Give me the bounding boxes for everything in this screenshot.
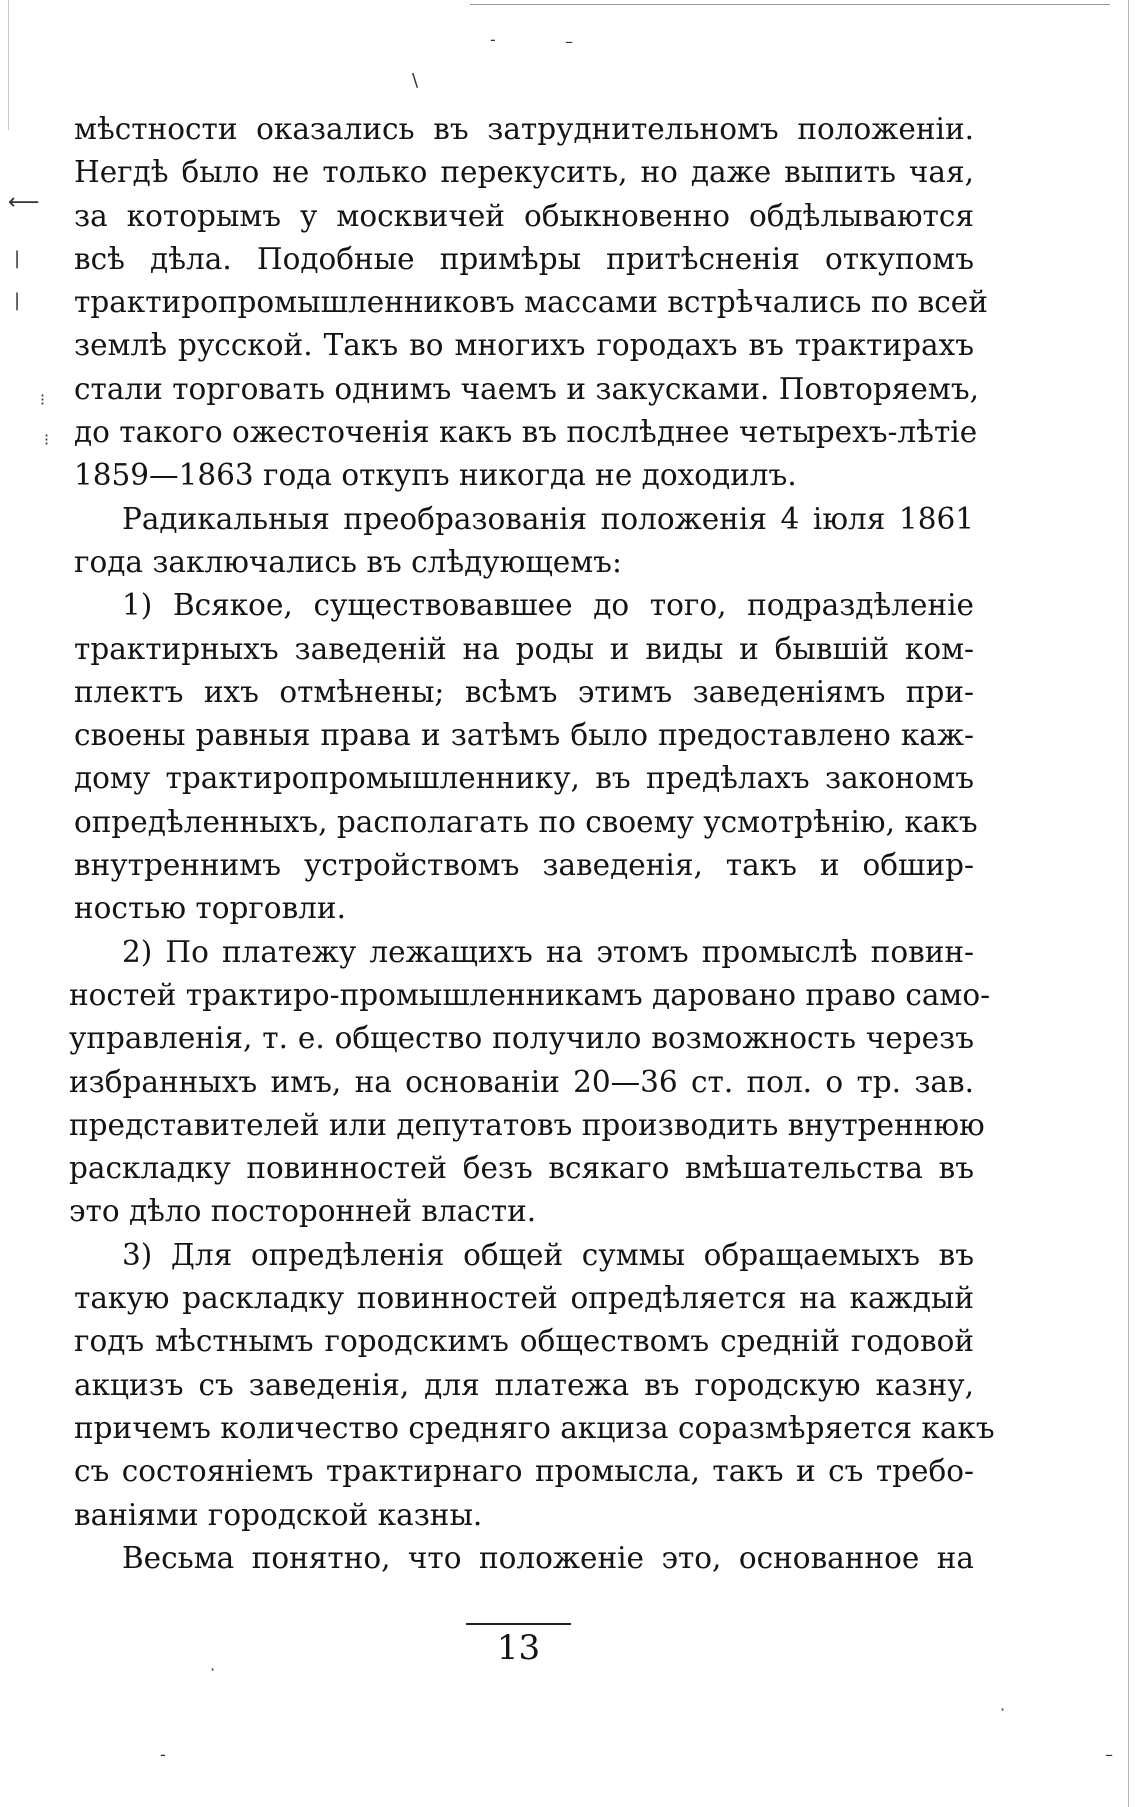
top-speck-mark: -: [490, 30, 496, 49]
margin-dot-mark: ⁝: [44, 430, 50, 449]
right-edge-rule: [1128, 0, 1129, 1807]
left-edge-rule: [8, 0, 9, 130]
text-line: Радикальныя преобразованiя положенiя 4 iюля 1861: [122, 501, 974, 536]
text-line: Негдѣ было не только перекусить, но даже выпить чая,: [74, 155, 974, 190]
text-line: такую раскладку повинностей опредѣляется на каждый: [74, 1281, 974, 1316]
text-line: 1859—1863 года откупъ никогда не доходилъ.: [74, 458, 797, 493]
text-line: ванiями городской казны.: [74, 1497, 483, 1532]
text-line: за которымъ у москвичей обыкновенно обдѣлываются: [74, 198, 974, 233]
body-text: [69, 108, 995, 1580]
text-line: землѣ русской. Такъ во многихъ городахъ въ трактирахъ: [74, 328, 974, 363]
top-speck-mark: \: [412, 70, 419, 91]
text-line: плектъ ихъ отмѣнены; всѣмъ этимъ заведенiямъ при-: [74, 674, 974, 709]
bottom-speck-mark: –: [1105, 1745, 1113, 1764]
text-line: всѣ дѣла. Подобные примѣры притѣсненiя откупомъ: [74, 241, 974, 276]
text-line: года заключались въ слѣдующемъ:: [74, 544, 622, 579]
text-line: своены равныя права и затѣмъ было предоставлено каж-: [74, 718, 974, 753]
text-line: раскладку повинностей безъ всякаго вмѣшательства въ: [69, 1151, 974, 1186]
page-number: 13: [496, 1628, 541, 1668]
bottom-speck-mark: ·: [210, 1660, 216, 1679]
text-line: акцизъ съ заведенiя, для платежа въ городскую казну,: [74, 1367, 974, 1402]
text-line: годъ мѣстнымъ городскимъ обществомъ среднiй годовой: [74, 1324, 974, 1359]
text-line: это дѣло посторонней власти.: [69, 1194, 537, 1229]
text-line: управленiя, т. е. общество получило возможность черезъ: [69, 1021, 974, 1056]
text-line: опредѣленныхъ, располагать по своему усмотрѣнiю, какъ: [74, 804, 978, 839]
text-line: ностей трактиро-промышленникамъ даровано право само-: [69, 977, 991, 1012]
margin-tick-mark: |: [14, 248, 21, 269]
text-line: трактиропромышленниковъ массами встрѣчались по всей: [74, 285, 988, 320]
text-line: внутреннимъ устройствомъ заведенiя, такъ и обшир-: [74, 848, 974, 883]
margin-tick-mark: |: [14, 290, 21, 311]
text-line: причемъ количество средняго акциза соразмѣряется какъ: [74, 1410, 995, 1445]
text-line: 3) Для опредѣленiя общей суммы обращаемыхъ въ: [122, 1237, 974, 1272]
margin-dot-mark: ⁝: [40, 390, 46, 409]
text-line: мѣстности оказались въ затруднительномъ положенiи.: [74, 112, 974, 146]
text-line: Весьма понятно, что положенiе это, основанное на: [122, 1540, 974, 1575]
text-line: 2) По платежу лежащихъ на этомъ промыслѣ повин-: [122, 934, 974, 969]
text-line: избранныхъ имъ, на основанiи 20—36 ст. пол. о тр. зав.: [69, 1064, 974, 1099]
text-line: представителей или депутатовъ производить внутреннюю: [69, 1107, 985, 1142]
bottom-speck-mark: -: [160, 1745, 166, 1764]
text-line: дому трактиропромышленнику, въ предѣлахъ закономъ: [74, 761, 974, 796]
page-number-rule: [466, 1623, 571, 1625]
top-edge-rule: [470, 4, 1110, 5]
text-line: ностью торговли.: [74, 891, 346, 926]
text-line: трактирныхъ заведенiй на роды и виды и бывшiй ком-: [74, 631, 974, 666]
bottom-speck-mark: ·: [1000, 1700, 1006, 1719]
text-line: стали торговать однимъ чаемъ и закусками. Повторяемъ,: [74, 371, 979, 406]
top-speck-mark: –: [565, 32, 573, 51]
margin-arrow-mark: ⟵: [8, 190, 40, 215]
text-line: съ состоянiемъ трактирнаго промысла, такъ и съ требо-: [74, 1454, 974, 1489]
text-line: до такого ожесточенiя какъ въ послѣднее четырехъ-лѣтiе: [74, 415, 978, 450]
text-line: 1) Всякое, существовавшее до того, подраздѣленiе: [122, 588, 974, 623]
